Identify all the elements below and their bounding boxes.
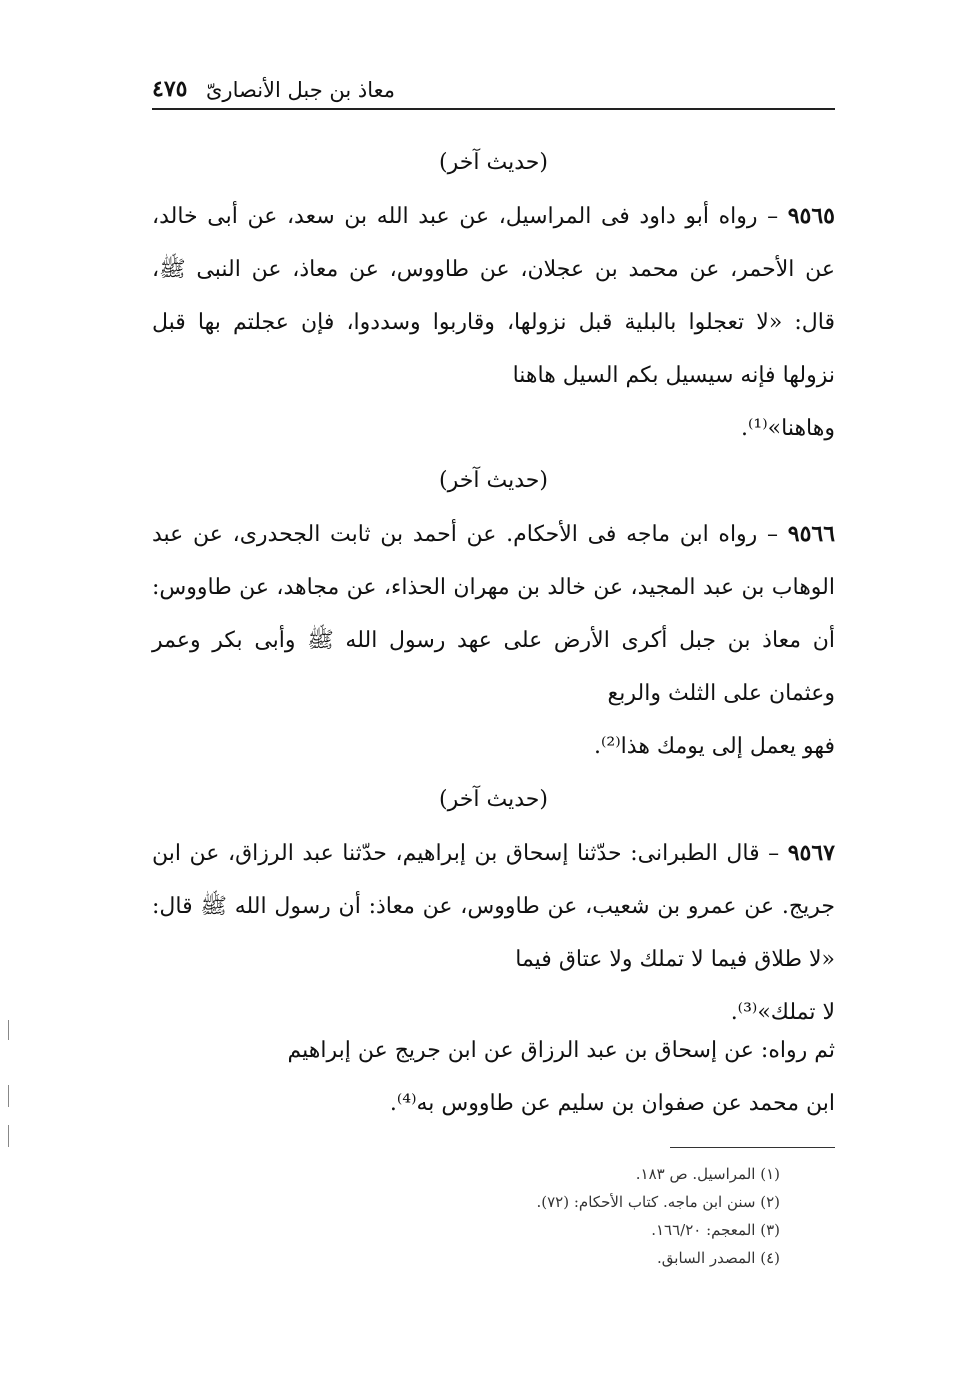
footnote-item: (٤) المصدر السابق. — [657, 1249, 780, 1267]
footnote-item: (١) المراسيل. ص ١٨٣. — [635, 1165, 780, 1183]
hadith-text: – قال الطبرانى: حدّثنا إسحاق بن إبراهيم، حدّثنا عبد الرزاق، عن ابن جريج. عن عمرو بن شعيب، عن طاووس، عن معاذ: أن رسول الله ﷺ قال: «لا طلاق فيما لا تملك ولا عتاق فيما — [152, 841, 835, 972]
closing-text: ثم رواه: عن إسحاق بن عبد الرزاق عن ابن جريج عن إبراهيم — [287, 1038, 835, 1063]
footnote-item: (٢) سنن ابن ماجه. كتاب الأحكام: (٧٢). — [536, 1193, 780, 1211]
hadith-number: ٩٥٦٧ — [787, 840, 835, 866]
hadith-last-line: فهو يعمل إلى يومك هذا⁽²⁾. — [594, 734, 835, 759]
footnote-divider — [670, 1147, 835, 1148]
scan-mark — [8, 1085, 9, 1107]
hadith-last-line: لا تملك»⁽³⁾. — [730, 1000, 835, 1025]
hadith-paragraph — [152, 508, 835, 773]
page-number: ٤٧٥ — [152, 76, 188, 102]
section-heading: (حديث آخر) — [439, 150, 548, 175]
hadith-paragraph — [152, 190, 835, 455]
hadith-paragraph — [152, 827, 835, 1039]
hadith-text: – رواه أبو داود فى المراسيل، عن عبد الله بن سعد، عن أبى خالد، عن الأحمر، عن محمد بن عجلان، عن طاووس، عن معاذ، عن النبى ﷺ، قال: «لا تعجلوا بالبلية قبل نزولها، وقاربوا وسددوا، فإن عجلتم بها قبل نزولها فإنه سيسيل بكم السيل هاهنا — [152, 204, 835, 388]
running-title: معاذ بن جبل الأنصارىّ — [206, 78, 396, 102]
footnotes — [300, 1160, 780, 1272]
hadith-number: ٩٥٦٦ — [787, 521, 836, 547]
section-heading: (حديث آخر) — [439, 468, 548, 493]
section-heading: (حديث آخر) — [439, 787, 548, 812]
hadith-text: – رواه ابن ماجه فى الأحكام. عن أحمد بن ثابت الجحدرى، عن عبد الوهاب بن عبد المجيد، عن خالد بن مهران الحذاء، عن مجاهد، عن طاووس: أن معاذ بن جبل أكرى الأرض على عهد رسول الله ﷺ وأبى بكر وعمر وعثمان على الثلث والربع — [152, 522, 835, 706]
scan-mark — [8, 1020, 9, 1040]
page-header — [152, 66, 835, 110]
hadith-last-line: وهاهنا»⁽¹⁾. — [741, 416, 835, 441]
closing-paragraph — [152, 1024, 835, 1130]
hadith-number: ٩٥٦٥ — [787, 203, 835, 229]
closing-last-line: ابن محمد عن صفوان بن سليم عن طاووس به⁽⁴⁾. — [389, 1091, 835, 1116]
footnote-item: (٣) المعجم: ١٦٦/٢٠. — [651, 1221, 780, 1239]
scan-mark — [8, 1125, 9, 1147]
